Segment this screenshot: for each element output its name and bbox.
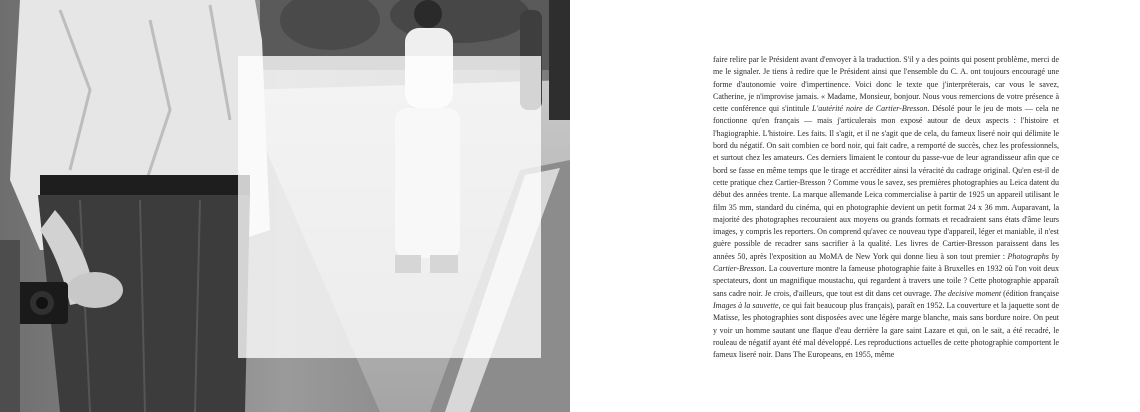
italic-title-run: The decisive moment: [933, 288, 1002, 298]
italic-title-run: Photographs by Cartier-Bresson: [713, 251, 1059, 274]
text-run: . La couverture montre la fameuse photographie faite à Bruxelles en 1932 où l'on voit deux spectateurs, dont un magnifique moustachu, qui regardent à travers une toile ? Cette photographie apparaît sans cadre noir. Je crois, d'ailleurs, que tout est dit dans cet ouvrage.: [713, 264, 1059, 298]
text-run: faire relire par le Président avant d'envoyer à la traduction. S'il y a des points qui posent problème, merci de me le signaler. Je tiens à redire que le Président ainsi que l'ensemble du C. A. ont toujours encouragé une forme d'autonomie voire d'impertinence. Voici donc le texte que j'interpréterais, car vous le savez, Catherine, je n'improvise jamais. « Madame, Monsieur, bonjour. Nous vous remercions de votre présence à cette conférence qui s'intitule: [713, 55, 1059, 114]
text-page: [570, 0, 1140, 412]
white-square-overlay: [238, 56, 541, 358]
italic-title-run: Images à la sauvette: [713, 300, 779, 310]
body-paragraph: [713, 54, 1059, 361]
italic-title-run: L'autérité noire de Cartier-Bresson: [812, 104, 928, 114]
text-run: , ce qui fait beaucoup plus français), paraît en 1952. La couverture et la jaquette sont de Matisse, les photographies sont disposées avec une légère marge blanche, mais sans bordure noire. On peut y voir un homme sautant une flaque d'eau derrière la gare saint Lazare et qui, on le sait, a été recadré, le rouleau de négatif ayant été mal développé. Les reproductions actuelles de cette photographie comportent le fameux liseré noir. Dans The Europeans, en 1955, même: [713, 300, 1059, 360]
text-run: (édition française: [1001, 288, 1059, 298]
text-run: . Désolé pour le jeu de mots — cela ne fonctionne qu'en français — mais j'articulerais mon exposé autour de deux aspects : l'histoire et l'hagiographie. L'histoire. Les faits. Il s'agit, et il ne s'agit que de cela, du fameux liseré noir qui délimite le bord du négatif. On sait combien ce bord noir, qui fait cadre, a remporté de succès, chez les professionnels, et surtout chez les amateurs. Ces derniers limaient le contour du passe-vue de leur agrandisseur afin que ce bord se fasse en même temps que le tirage et accréditer ainsi la véracité du cadrage original. Qu'en est-il de cette pratique chez Cartier-Bresson ? Comme vous le savez, ses premières photographies au Leica datent du début des années trente. La marque allemande Leica commercialise à partir de 1925 un appareil utilisant le film 35 mm, standard du cinéma, qui en photographie devient un petit format 24 x 36 mm. Auparavant, la majorité des photographes recouraient aux moyens ou grands formats et recadraient sans états d'âme leurs images, y compris les reporters. On comprend qu'avec ce nouveau type d'appareil, léger et maniable, il n'est guère possible de recadrer sans sacrifier à la qualité. Les livres de Cartier-Bresson paraissent dans les années 50, après l'exposition au MoMA de New York qui donne lieu à son tout premier :: [713, 104, 1059, 261]
